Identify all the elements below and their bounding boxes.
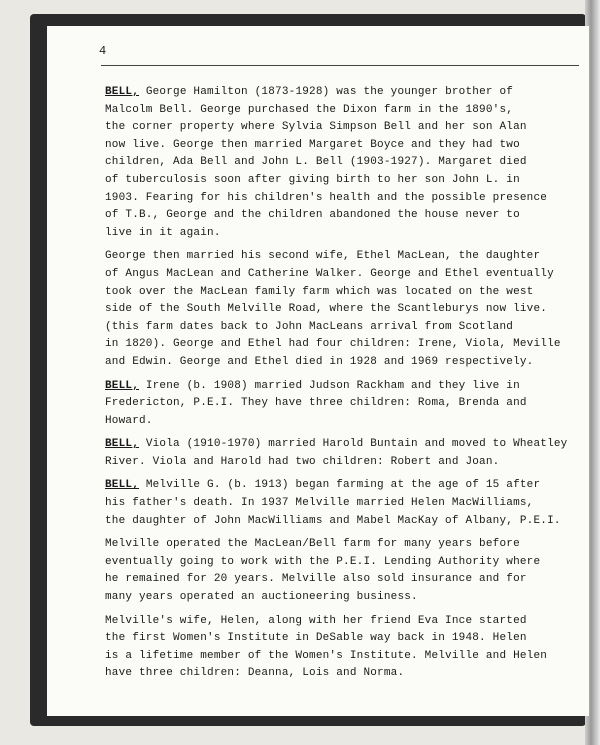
header-rule xyxy=(101,65,579,66)
paragraph xyxy=(105,248,585,371)
surname-heading: BELL, xyxy=(105,479,140,492)
paragraph xyxy=(105,536,585,606)
paragraph-text: Irene (b. 1908) married Judson Rackham and they live in Fredericton, P.E.I. They have three children: Roma, Brenda and Howard. xyxy=(105,379,527,427)
paragraph-text: Melville operated the MacLean/Bell farm for many years before eventually going to work with the P.E.I. Lending Authority where he remained for 20 years. Melville also sold insurance and for many years operated an auctioneering business. xyxy=(105,538,541,604)
paragraph xyxy=(105,84,585,242)
page-number: 4 xyxy=(99,44,107,58)
paragraph-text: Melville G. (b. 1913) began farming at the age of 15 after his father's death. In 1937 Melville married Helen MacWilliams, the daughter of John MacWilliams and Mabel MacKay of Albany, P.E.I. xyxy=(105,479,561,527)
paragraph-text: George Hamilton (1873-1928) was the younger brother of Malcolm Bell. George purchased the Dixon farm in the 1890's, the corner property where Sylvia Simpson Bell and her son Alan now live. George then married Margaret Boyce and they had two children, Ada Bell and John L. Bell (1903-1927). Margaret died of tuberculosis soon after giving birth to her son John L. in 1903. Fearing for his children's health and the possible presence of T.B., George and the children abandoned the house never to live in it again. xyxy=(105,86,548,239)
paragraph xyxy=(105,477,585,530)
surname-heading: BELL, xyxy=(105,438,140,451)
paragraph xyxy=(105,378,585,431)
paragraph xyxy=(105,613,585,683)
surname-heading: BELL, xyxy=(105,379,140,392)
paragraph-text: George then married his second wife, Ethel MacLean, the daughter of Angus MacLean and Catherine Walker. George and Ethel eventually took over the MacLean family farm which was located on the west side of the South Melville Road, where the Scantleburys now live. (this farm dates back to John MacLeans arrival from Scotland in 1820). George and Ethel had four children: Irene, Viola, Meville and Edwin. George and Ethel died in 1928 and 1969 respectively. xyxy=(105,250,561,368)
document-body xyxy=(105,84,585,689)
document-page xyxy=(47,26,589,716)
paragraph-text: Melville's wife, Helen, along with her friend Eva Ince started the first Women's Institute in DeSable way back in 1948. Helen is a lifetime member of the Women's Institute. Melville and Helen have three children: Deanna, Lois and Norma. xyxy=(105,614,548,680)
paragraph-text: Viola (1910-1970) married Harold Buntain and moved to Wheatley River. Viola and Harold had two children: Robert and Joan. xyxy=(105,438,568,468)
paragraph xyxy=(105,436,585,471)
surname-heading: BELL, xyxy=(105,86,140,98)
